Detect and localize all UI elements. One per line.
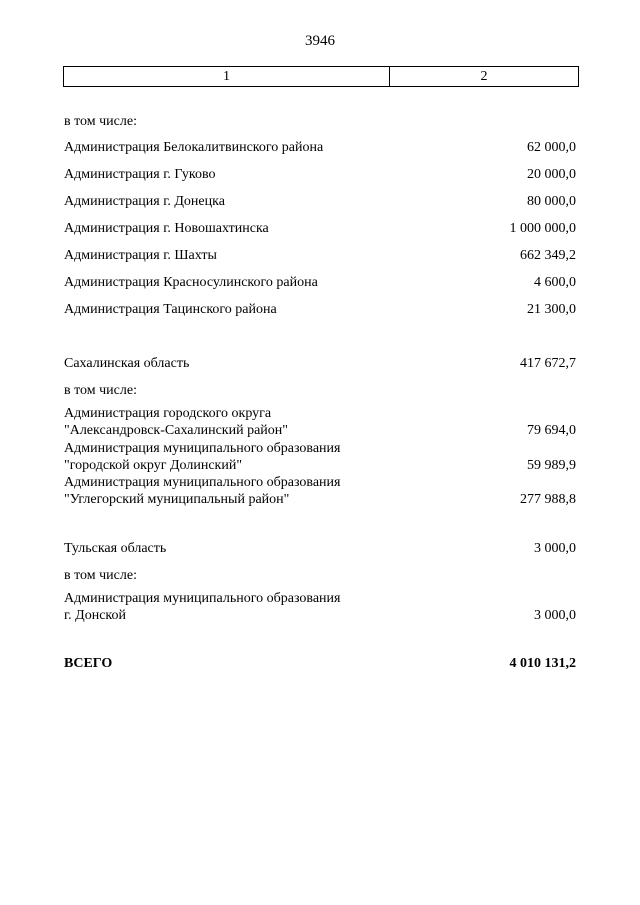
row-label: Администрация муниципального образования "Углегорский муниципальный район" [64, 475, 341, 507]
list-item [64, 247, 576, 264]
row-label: в том числе: [64, 568, 137, 583]
region-row [64, 355, 576, 372]
row-value: 662 349,2 [520, 248, 576, 263]
row-label: в том числе: [64, 114, 137, 129]
row-value: 80 000,0 [527, 194, 576, 209]
row-label: Администрация г. Шахты [64, 248, 217, 263]
row-label: Администрация г. Новошахтинска [64, 221, 269, 236]
row-label: Администрация г. Гуково [64, 167, 216, 182]
row-label: Администрация муниципального образования г. Донской [64, 591, 341, 623]
row-value: 3 000,0 [534, 608, 576, 623]
list-item [64, 113, 576, 130]
region-value: 3 000,0 [534, 541, 576, 556]
row-value: 20 000,0 [527, 167, 576, 182]
row-value: 21 300,0 [527, 302, 576, 317]
column-header-table [63, 66, 579, 87]
row-value: 1 000 000,0 [509, 221, 576, 236]
row-value: 62 000,0 [527, 140, 576, 155]
page-number: 3946 [305, 33, 335, 49]
list-item [64, 440, 576, 474]
list-item [64, 139, 576, 156]
row-label: Администрация Красносулинского района [64, 275, 318, 290]
region-label: Сахалинская область [64, 356, 190, 371]
region-row [64, 540, 576, 557]
row-label: Администрация городского округа "Александровск-Сахалинский район" [64, 406, 288, 438]
total-label: ВСЕГО [64, 656, 113, 671]
list-item [64, 166, 576, 183]
list-item [64, 567, 576, 584]
list-item [64, 193, 576, 210]
row-label: Администрация г. Донецка [64, 194, 225, 209]
total-row [64, 655, 576, 672]
row-value: 277 988,8 [520, 492, 576, 507]
column-header-2: 2 [480, 69, 488, 84]
row-label: в том числе: [64, 383, 137, 398]
row-value: 59 989,9 [527, 458, 576, 473]
row-label: Администрация муниципального образования "городской округ Долинский" [64, 441, 341, 473]
row-label: Администрация Белокалитвинского района [64, 140, 324, 155]
list-item [64, 382, 576, 399]
list-item [64, 301, 576, 318]
list-item [64, 474, 576, 508]
list-item [64, 274, 576, 291]
region-label: Тульская область [64, 541, 167, 556]
column-header-1: 1 [64, 67, 390, 86]
row-label: Администрация Тацинского района [64, 302, 277, 317]
list-item [64, 590, 576, 624]
row-value: 79 694,0 [527, 423, 576, 438]
list-item [64, 405, 576, 439]
total-value: 4 010 131,2 [509, 656, 576, 671]
region-value: 417 672,7 [520, 356, 576, 371]
list-item [64, 220, 576, 237]
row-value: 4 600,0 [534, 275, 576, 290]
